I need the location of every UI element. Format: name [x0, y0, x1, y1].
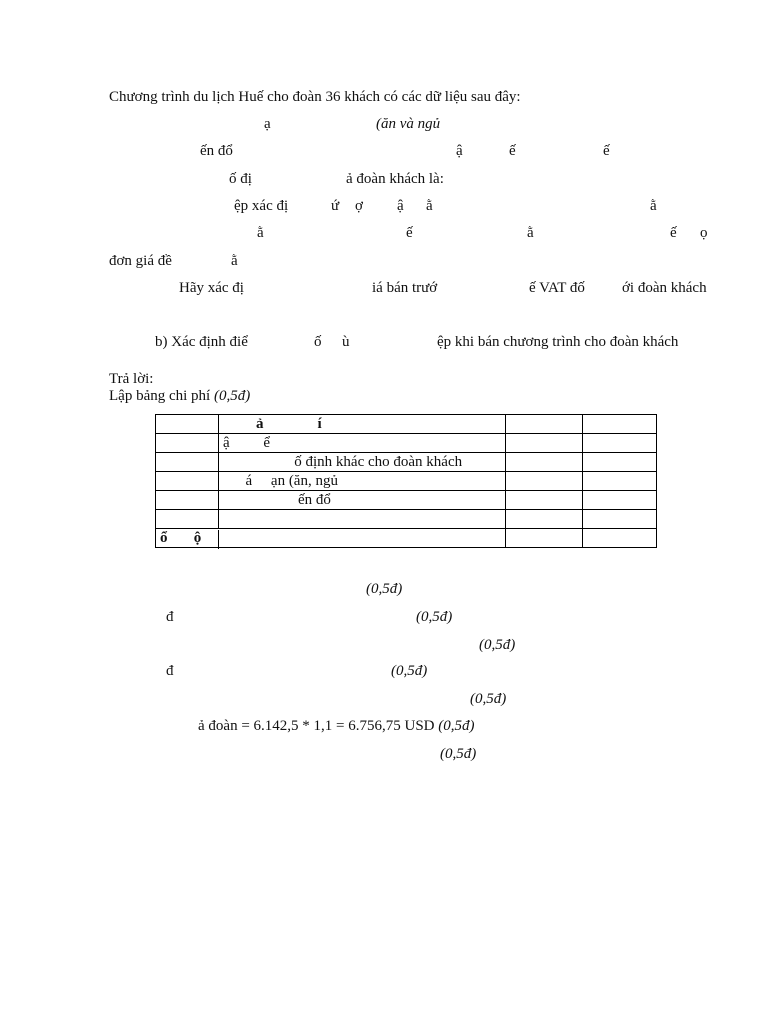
- total-label: ổ ộ: [156, 529, 506, 548]
- header-cell-1: [156, 415, 219, 434]
- table-row: [156, 491, 657, 510]
- solution-line-6: [198, 717, 475, 735]
- intro-line-7a: đơn giá đề: [109, 253, 172, 269]
- header-cell-3: [506, 415, 583, 434]
- total-cell4: [583, 529, 657, 548]
- solution-score-2: (0,5đ): [416, 609, 453, 625]
- row3-cell3: [506, 472, 583, 491]
- solution-score-7: (0,5đ): [440, 746, 477, 762]
- intro-line-7b: ằ: [231, 253, 238, 269]
- total-cell3: [506, 529, 583, 548]
- question-b-start: b) Xác định điể: [155, 334, 248, 350]
- intro-line-2b: (ăn và ngủ: [376, 116, 441, 132]
- intro-line-6d: ế: [670, 225, 677, 241]
- header-cell-4: [583, 415, 657, 434]
- solution-score-6: (0,5đ): [438, 718, 475, 734]
- row1-cell4: [583, 434, 657, 453]
- row3-cell2: á ạn (ăn, ngủ: [219, 472, 506, 491]
- table-label: [109, 387, 250, 405]
- solution-score-5: (0,5đ): [470, 691, 507, 707]
- intro-line-5e: ằ: [426, 198, 433, 214]
- solution-score-1: (0,5đ): [366, 581, 403, 597]
- question-a-vat: ế VAT đố: [529, 280, 585, 296]
- row4-cell3: [506, 491, 583, 510]
- table-label-text: Lập bảng chi phí: [109, 388, 211, 404]
- table-footer-row: [156, 529, 657, 548]
- question-b-mid2: ù: [342, 334, 350, 350]
- row2-cell4: [583, 453, 657, 472]
- answer-heading: Trả lời:: [109, 371, 154, 387]
- row1-cell2: ậ ể: [219, 434, 506, 453]
- intro-line-5f: ằ: [650, 198, 657, 214]
- intro-line-6e: ọ: [700, 225, 708, 241]
- table-row: [156, 453, 657, 472]
- solution-line-4-start: đ: [166, 663, 174, 679]
- header-cell-2b: í: [317, 416, 322, 432]
- intro-line-6b: ế: [406, 225, 413, 241]
- question-a-end: ới đoàn khách: [622, 280, 707, 296]
- question-a-start: Hãy xác đị: [179, 280, 244, 296]
- row5-cell1: [156, 510, 219, 529]
- intro-line-6a: ằ: [257, 225, 264, 241]
- table-row: [156, 510, 657, 529]
- intro-line-6c: ằ: [527, 225, 534, 241]
- cost-table: [155, 414, 657, 548]
- intro-line-3a: ến đổ: [200, 143, 233, 159]
- intro-line-5d: ậ: [397, 198, 404, 214]
- solution-line-2-start: đ: [166, 609, 174, 625]
- question-a-mid: iá bán trướ: [372, 280, 438, 296]
- row5-cell2: [219, 510, 506, 529]
- footer-col-divider: [218, 530, 219, 549]
- row4-cell4: [583, 491, 657, 510]
- row1-cell1: [156, 434, 219, 453]
- intro-line-3c: ế: [509, 143, 516, 159]
- intro-line-2a: ạ: [264, 116, 271, 132]
- intro-line-5a: ệp xác đị: [234, 198, 289, 214]
- row4-cell2: ến đổ: [219, 491, 506, 510]
- row2-cell1: [156, 453, 219, 472]
- table-label-score: (0,5đ): [213, 388, 251, 404]
- row5-cell3: [506, 510, 583, 529]
- intro-line-4b: ả đoàn khách là:: [346, 171, 444, 187]
- intro-line-5c: ợ: [355, 198, 363, 214]
- intro-line-5b: ứ: [331, 198, 340, 214]
- solution-price-formula: ả đoàn = 6.142,5 * 1,1 = 6.756,75 USD: [198, 718, 435, 734]
- row2-cell3: [506, 453, 583, 472]
- table-row: [156, 434, 657, 453]
- table-header-row: [156, 415, 657, 434]
- row2-cell2: ố định khác cho đoàn khách: [219, 453, 506, 472]
- table-row: [156, 472, 657, 491]
- row4-cell1: [156, 491, 219, 510]
- intro-line-4a: ố đị: [229, 171, 252, 187]
- row5-cell4: [583, 510, 657, 529]
- header-cell-2: [219, 415, 506, 434]
- solution-score-3: (0,5đ): [479, 637, 516, 653]
- row1-cell3: [506, 434, 583, 453]
- solution-score-4: (0,5đ): [391, 663, 428, 679]
- intro-line-1: Chương trình du lịch Huế cho đoàn 36 khách có các dữ liệu sau đây:: [109, 89, 521, 105]
- question-b-end: ệp khi bán chương trình cho đoàn khách: [437, 334, 679, 350]
- question-b-mid1: ố: [314, 334, 322, 350]
- header-cell-2a: ả: [256, 416, 264, 432]
- row3-cell4: [583, 472, 657, 491]
- intro-line-3b: ậ: [456, 143, 463, 159]
- intro-line-3d: ế: [603, 143, 610, 159]
- row3-cell1: [156, 472, 219, 491]
